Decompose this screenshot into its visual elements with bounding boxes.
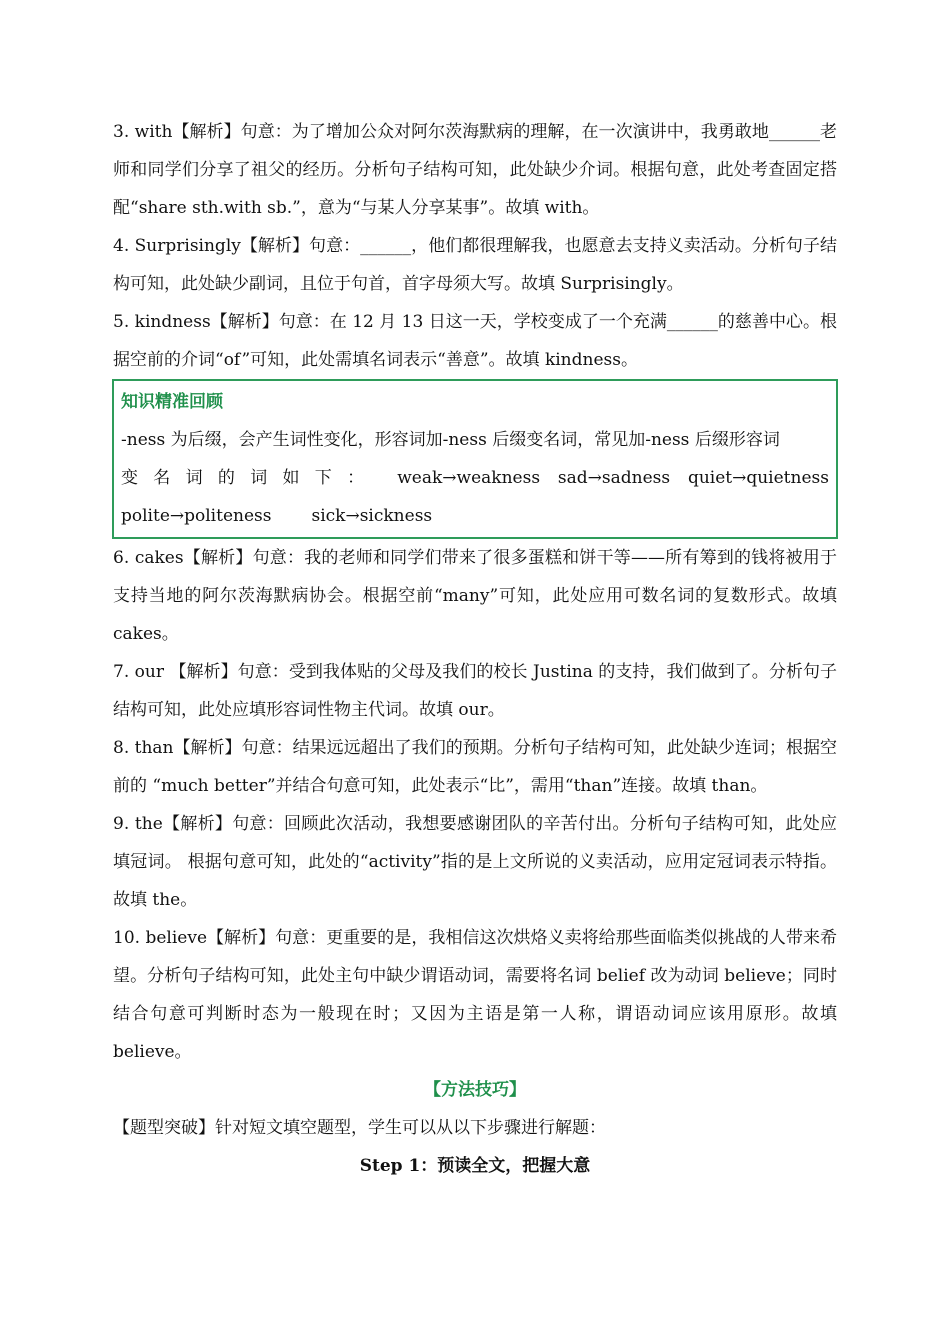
knowledge-examples-row2: [121, 497, 829, 535]
knowledge-review-box: [112, 379, 838, 539]
answer-item-3: 3. with【解析】句意：为了增加公众对阿尔茨海默病的理解，在一次演讲中，我勇敢地______老师和同学们分享了祖父的经历。分析句子结构可知，此处缺少介词。根据句意，此处考查固定搭配“share sth.with sb.”，意为“与某人分享某事”。故填 with。: [113, 122, 837, 218]
knowledge-box-line1: -ness 为后缀，会产生词性变化，形容词加-ness 后缀变名词，常见加-ness 后缀形容词: [121, 430, 780, 450]
example-polite: polite→politeness: [121, 506, 272, 526]
answer-item-8: 8. than【解析】句意：结果远远超出了我们的预期。分析句子结构可知，此处缺少连词；根据空前的 “much better”并结合句意可知，此处表示“比”，需用“than”连接。故填 than。: [113, 738, 837, 796]
method-intro: 【题型突破】针对短文填空题型，学生可以从以下步骤进行解题：: [113, 1118, 606, 1138]
example-weak: weak→weakness: [397, 468, 541, 488]
answer-item-9: 9. the【解析】句意：回顾此次活动，我想要感谢团队的辛苦付出。分析句子结构可知，此处应填冠词。 根据句意可知，此处的“activity”指的是上文所说的义卖活动，应用定冠词表示特指。故填 the。: [113, 814, 837, 910]
knowledge-box-line2-lead: 变名词的词如下：: [121, 468, 380, 488]
example-sad: sad→sadness: [557, 468, 671, 488]
method-section-title: 【方法技巧】: [424, 1080, 526, 1100]
answer-item-10: 10. believe【解析】句意：更重要的是，我相信这次烘烙义卖将给那些面临类似挑战的人带来希望。分析句子结构可知，此处主句中缺少谓语动词，需要将名词 belief 改为动词 believe；同时结合句意可判断时态为一般现在时；又因为主语是第一人称，谓语动词应该用原形。故填 believe。: [113, 928, 837, 1062]
answer-item-6: 6. cakes【解析】句意：我的老师和同学们带来了很多蛋糕和饼干等——所有筹到的钱将被用于支持当地的阿尔茨海默病协会。根据空前“many”可知，此处应用可数名词的复数形式。故填 cakes。: [113, 548, 837, 644]
example-quiet: quiet→quietness: [687, 468, 829, 488]
example-sick: sick→sickness: [311, 506, 433, 526]
knowledge-examples-row1: [121, 459, 829, 497]
answer-explanations: [113, 113, 837, 1185]
answer-item-4: 4. Surprisingly【解析】句意：______，他们都很理解我，也愿意去支持义卖活动。分析句子结构可知，此处缺少副词，且位于句首，首字母须大写。故填 Surprisingly。: [113, 236, 837, 294]
knowledge-box-title: 知识精准回顾: [121, 392, 223, 412]
answer-item-5: 5. kindness【解析】句意：在 12 月 13 日这一天，学校变成了一个充满______的慈善中心。根据空前的介词“of”可知，此处需填名词表示“善意”。故填 kindness。: [113, 312, 837, 370]
answer-item-7: 7. our 【解析】句意：受到我体贴的父母及我们的校长 Justina 的支持，我们做到了。分析句子结构可知，此处应填形容词性物主代词。故填 our。: [113, 662, 837, 720]
step1-title: Step 1：预读全文，把握大意: [359, 1156, 591, 1176]
